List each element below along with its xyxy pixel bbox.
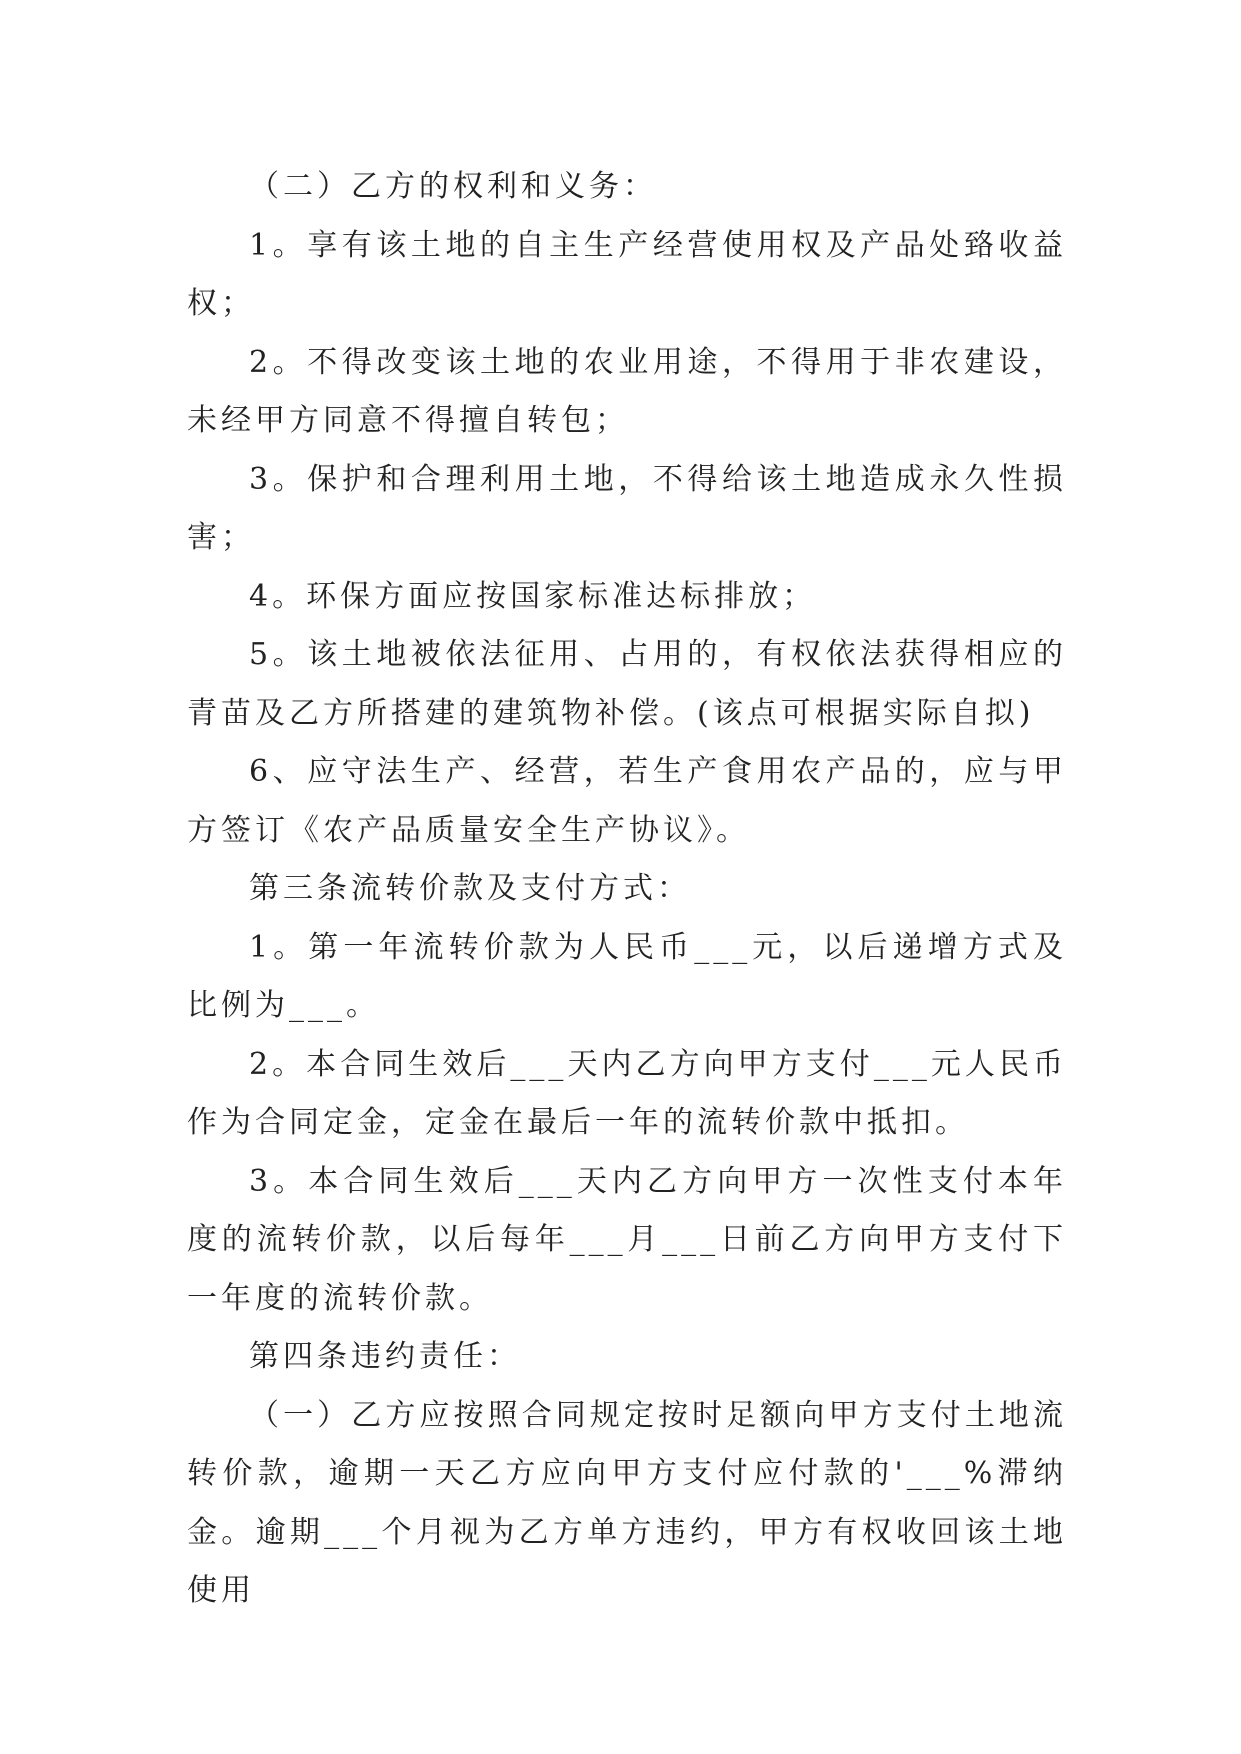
paragraph-party-b-rights-heading: （二）乙方的权利和义务： xyxy=(249,169,657,204)
document-body xyxy=(187,158,1067,1621)
paragraph-item-6-lawful-production: 6、应守法生产、经营，若生产食用农产品的，应与甲方签订《农产品质量安全生产协议》。 xyxy=(187,754,1067,848)
paragraph-breach-item-1: （一）乙方应按照合同规定按时足额向甲方支付土地流转价款，逾期一天乙方应向甲方支付应付款的'___%滞纳金。逾期___个月视为乙方单方违约，甲方有权收回该土地使用 xyxy=(187,1397,1067,1608)
paragraph-article-3-heading: 第三条流转价款及支付方式： xyxy=(249,871,691,906)
paragraph-item-4-environment: 4。环保方面应按国家标准达标排放； xyxy=(249,578,817,614)
paragraph-item-3-protect-land: 3。保护和合理利用土地，不得给该土地造成永久性损害； xyxy=(187,461,1067,555)
paragraph-item-1-production-rights: 1。享有该土地的自主生产经营使用权及产品处臵收益权； xyxy=(187,227,1067,321)
paragraph-item-5-compensation: 5。该土地被依法征用、占用的，有权依法获得相应的青苗及乙方所搭建的建筑物补偿。(该点可根据实际自拟) xyxy=(187,637,1067,731)
paragraph-item-2-land-use: 2。不得改变该土地的农业用途，不得用于非农建设，未经甲方同意不得擅自转包； xyxy=(187,344,1067,438)
paragraph-payment-item-2: 2。本合同生效后___天内乙方向甲方支付___元人民币作为合同定金，定金在最后一年的流转价款中抵扣。 xyxy=(187,1046,1067,1140)
paragraph-article-4-heading: 第四条违约责任： xyxy=(249,1339,521,1374)
paragraph-payment-item-3: 3。本合同生效后___天内乙方向甲方一次性支付本年度的流转价款，以后每年___月___日前乙方向甲方支付下一年度的流转价款。 xyxy=(187,1163,1067,1316)
paragraph-payment-item-1: 1。第一年流转价款为人民币___元，以后递增方式及比例为___。 xyxy=(187,929,1067,1023)
